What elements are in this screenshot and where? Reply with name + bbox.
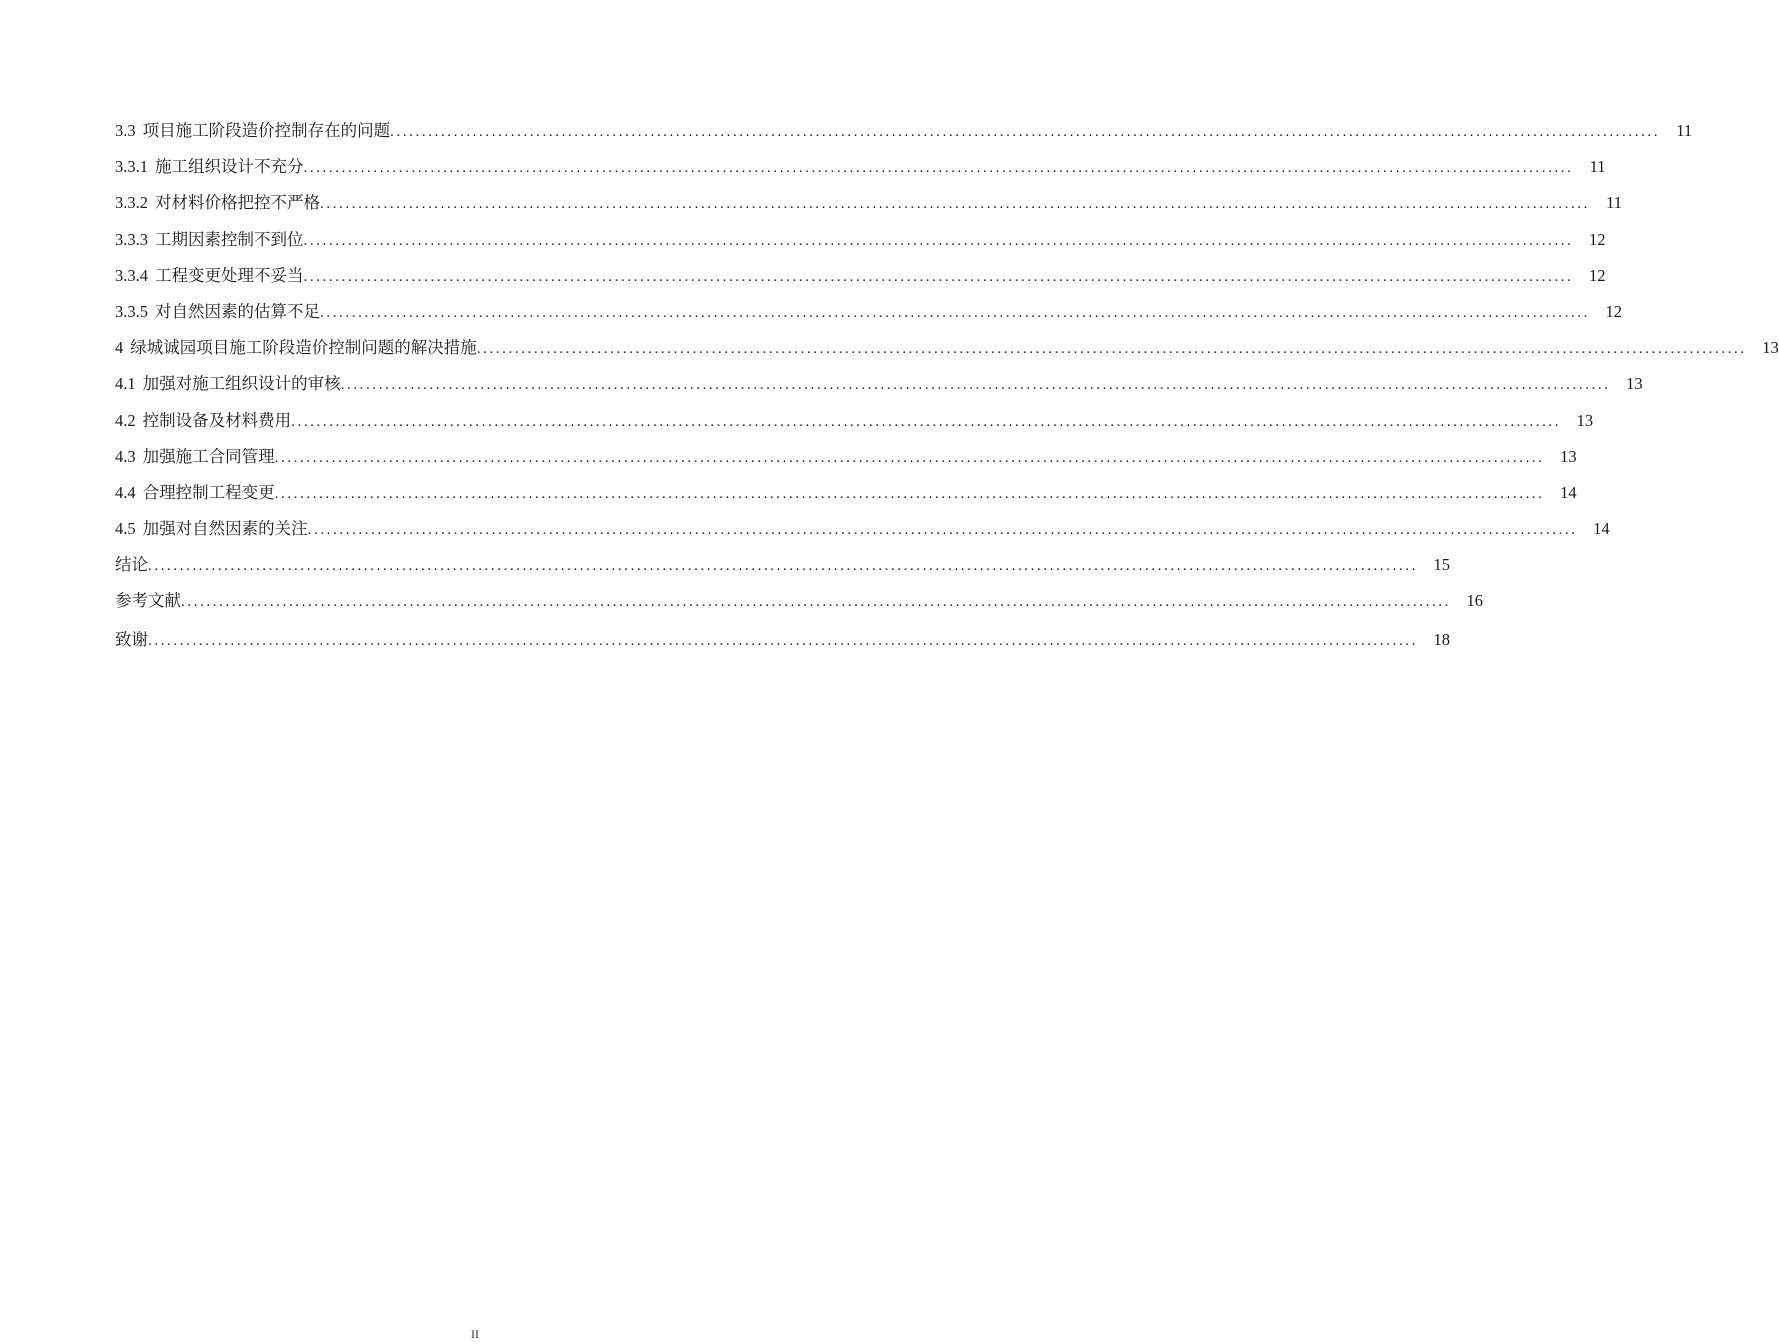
toc-entry-title: 施工组织设计不充分	[155, 157, 304, 177]
toc-entry-page: 13	[1560, 446, 1577, 466]
toc-entry[interactable]	[115, 475, 1577, 511]
toc-entry-page: 13	[1576, 410, 1594, 430]
toc-entry[interactable]	[115, 185, 1622, 221]
dot-leader: ........................................................................................................................................................................................................	[274, 485, 1545, 502]
toc-entry-page: 11	[1606, 193, 1622, 213]
toc-entry-number: 3.3.3	[115, 229, 148, 249]
toc-entry[interactable]	[115, 403, 1594, 439]
toc-entry-page: 11	[1589, 157, 1606, 177]
dot-leader: ........................................................................................................................................................................................................	[148, 558, 1418, 575]
toc-entry-title: 对材料价格把控不严格	[155, 193, 320, 213]
dot-leader: ........................................................................................................................................................................................................	[340, 377, 1611, 394]
toc-entry-title: 对自然因素的估算不足	[155, 301, 320, 321]
toc-entry-page: 15	[1433, 555, 1450, 575]
toc-entry-number: 4.4	[115, 482, 136, 502]
dot-leader: ........................................................................................................................................................................................................	[303, 268, 1574, 285]
toc-entry[interactable]	[115, 258, 1606, 294]
toc-entry[interactable]	[115, 113, 1693, 149]
toc-entry-number: 4.2	[115, 410, 136, 430]
table-of-contents	[115, 113, 1779, 658]
page-number: II	[471, 1327, 479, 1341]
toc-entry[interactable]	[115, 439, 1577, 475]
toc-entry-number: 4.5	[115, 519, 136, 539]
toc-entry-page: 14	[1560, 482, 1577, 502]
toc-entry-title: 控制设备及材料费用	[142, 410, 292, 430]
toc-entry[interactable]	[115, 547, 1450, 583]
toc-entry-title: 加强对施工组织设计的审核	[142, 374, 341, 394]
toc-entry-title: 加强对自然因素的关注	[142, 519, 308, 539]
toc-entry-number: 4	[115, 338, 124, 358]
toc-entry-page: 16	[1466, 591, 1483, 611]
toc-entry[interactable]	[115, 222, 1606, 258]
toc-entry-title: 参考文献	[115, 591, 181, 611]
toc-entry-page: 12	[1589, 265, 1606, 285]
toc-entry[interactable]	[115, 622, 1450, 658]
toc-entry-title: 工期因素控制不到位	[155, 229, 304, 249]
toc-entry-number: 4.1	[115, 374, 136, 394]
toc-entry[interactable]	[115, 511, 1610, 547]
toc-entry-title: 绿城诚园项目施工阶段造价控制问题的解决措施	[130, 338, 477, 358]
toc-entry[interactable]	[115, 294, 1622, 330]
dot-leader: ........................................................................................................................................................................................................	[320, 304, 1590, 321]
dot-leader: ........................................................................................................................................................................................................	[148, 632, 1418, 649]
toc-entry-title: 致谢	[115, 629, 148, 649]
toc-entry[interactable]	[115, 149, 1606, 185]
toc-entry-page: 13	[1626, 374, 1643, 394]
toc-entry-title: 结论	[115, 555, 148, 575]
toc-entry-number: 3.3.5	[115, 301, 148, 321]
toc-entry-number: 4.3	[115, 446, 136, 466]
dot-leader: ........................................................................................................................................................................................................	[390, 124, 1661, 140]
toc-entry[interactable]	[115, 366, 1643, 402]
toc-entry-title: 工程变更处理不妥当	[155, 265, 304, 285]
toc-entry-page: 18	[1433, 629, 1450, 649]
toc-entry-number: 3.3.4	[115, 265, 148, 285]
dot-leader: ........................................................................................................................................................................................................	[274, 449, 1545, 466]
dot-leader: ........................................................................................................................................................................................................	[476, 341, 1747, 358]
toc-entry[interactable]	[115, 583, 1483, 619]
toc-entry[interactable]	[115, 330, 1779, 366]
toc-entry-page: 13	[1762, 338, 1779, 358]
toc-entry-title: 加强施工合同管理	[142, 446, 275, 466]
toc-entry-page: 14	[1593, 519, 1610, 539]
dot-leader: ........................................................................................................................................................................................................	[181, 594, 1451, 611]
toc-entry-title: 项目施工阶段造价控制存在的问题	[142, 121, 391, 140]
dot-leader: ........................................................................................................................................................................................................	[307, 522, 1578, 539]
toc-entry-page: 11	[1676, 121, 1693, 140]
dot-leader: ........................................................................................................................................................................................................	[320, 196, 1590, 213]
toc-entry-number: 3.3.2	[115, 193, 148, 213]
dot-leader: ........................................................................................................................................................................................................	[291, 413, 1562, 430]
toc-entry-page: 12	[1589, 229, 1606, 249]
toc-entry-number: 3.3.1	[115, 157, 148, 177]
dot-leader: ........................................................................................................................................................................................................	[303, 232, 1574, 249]
toc-entry-page: 12	[1605, 301, 1622, 321]
toc-entry-number: 3.3	[115, 121, 136, 140]
toc-entry-title: 合理控制工程变更	[142, 482, 275, 502]
dot-leader: ........................................................................................................................................................................................................	[303, 160, 1574, 177]
